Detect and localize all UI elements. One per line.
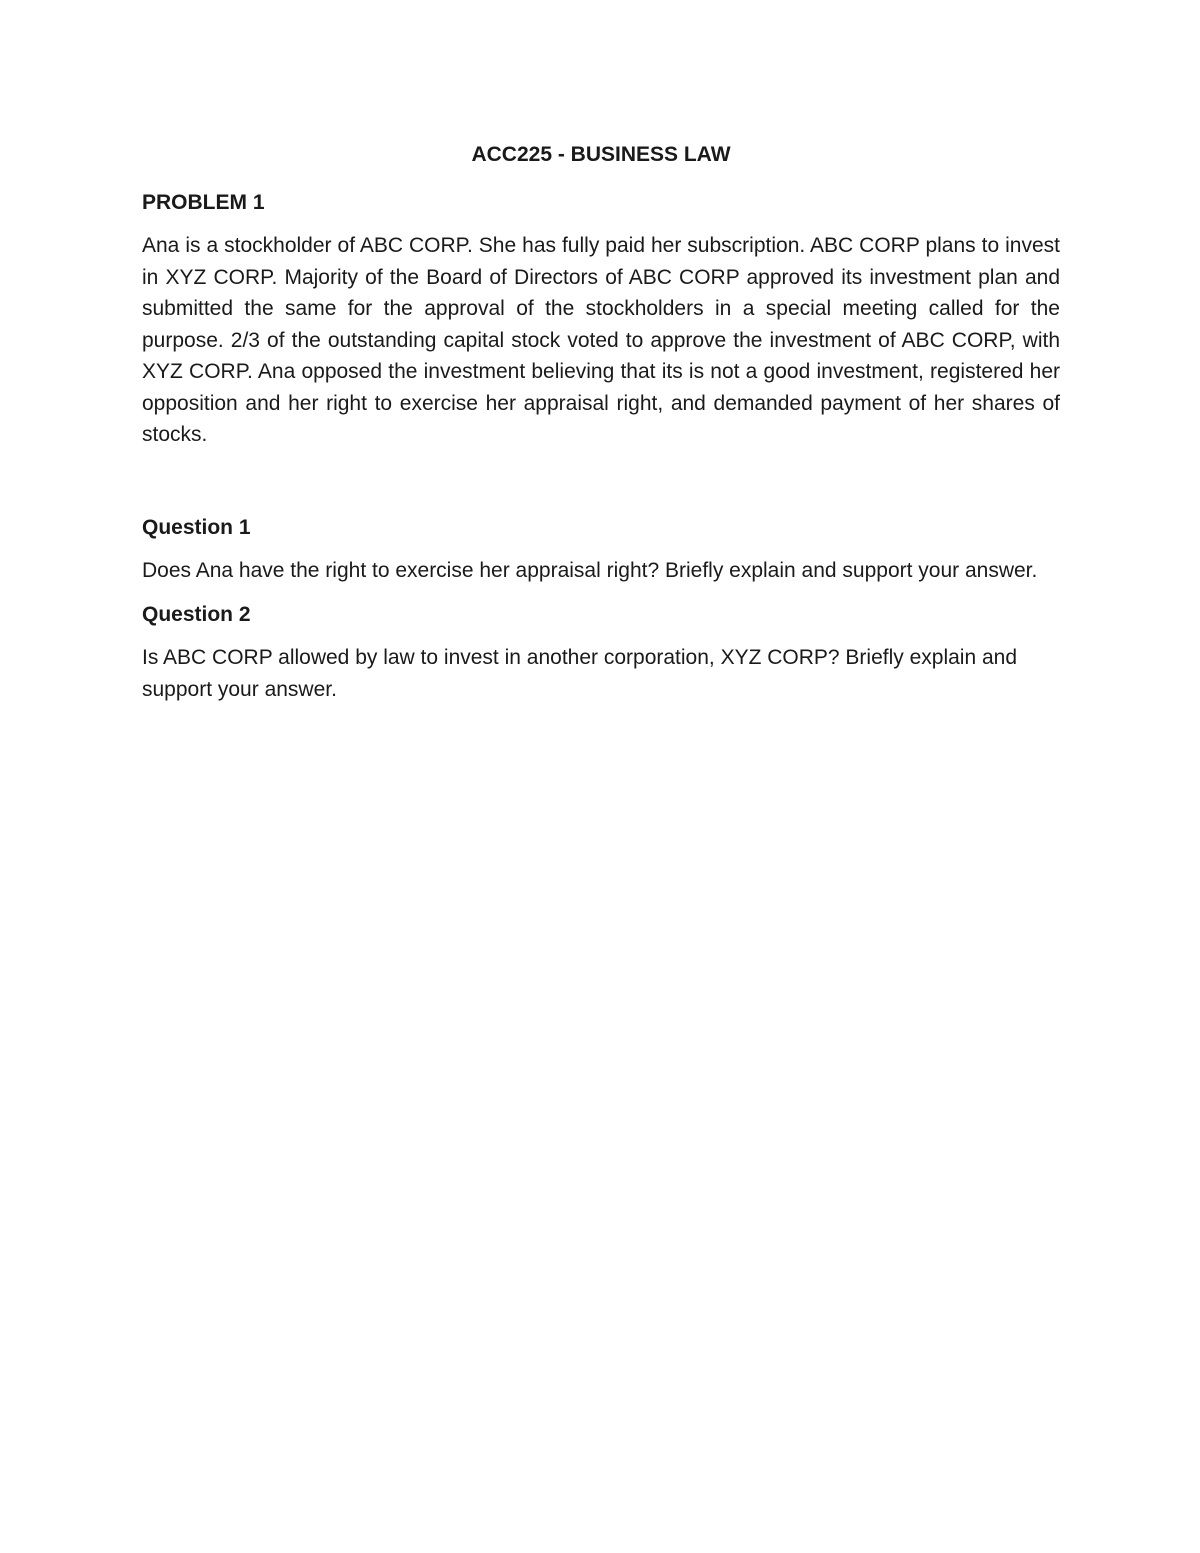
question-1-text: Does Ana have the right to exercise her appraisal right? Briefly explain and support your answer. — [142, 558, 1038, 582]
problem-text: Ana is a stockholder of ABC CORP. She has fully paid her subscription. ABC CORP plans to invest in XYZ CORP. Majority of the Board of Directors of ABC CORP approved its investment plan and submitted the same for the approval of the stockholders in a special meeting called for the purpose. 2/3 of the outstanding capital stock voted to approve the investment of ABC CORP, with XYZ CORP. Ana opposed the investment believing that its is not a good investment, registered her opposition and her right to exercise her appraisal right, and demanded payment of her shares of stocks. — [142, 234, 1060, 446]
question-1-heading: Question 1 — [142, 515, 251, 539]
problem-heading: PROBLEM 1 — [142, 191, 265, 214]
question-2-heading: Question 2 — [142, 603, 251, 626]
document-content — [142, 140, 1060, 719]
question-2-text: Is ABC CORP allowed by law to invest in another corporation, XYZ CORP? Briefly explain and support your answer. — [142, 646, 1018, 701]
document-title: ACC225 - BUSINESS LAW — [471, 143, 731, 166]
